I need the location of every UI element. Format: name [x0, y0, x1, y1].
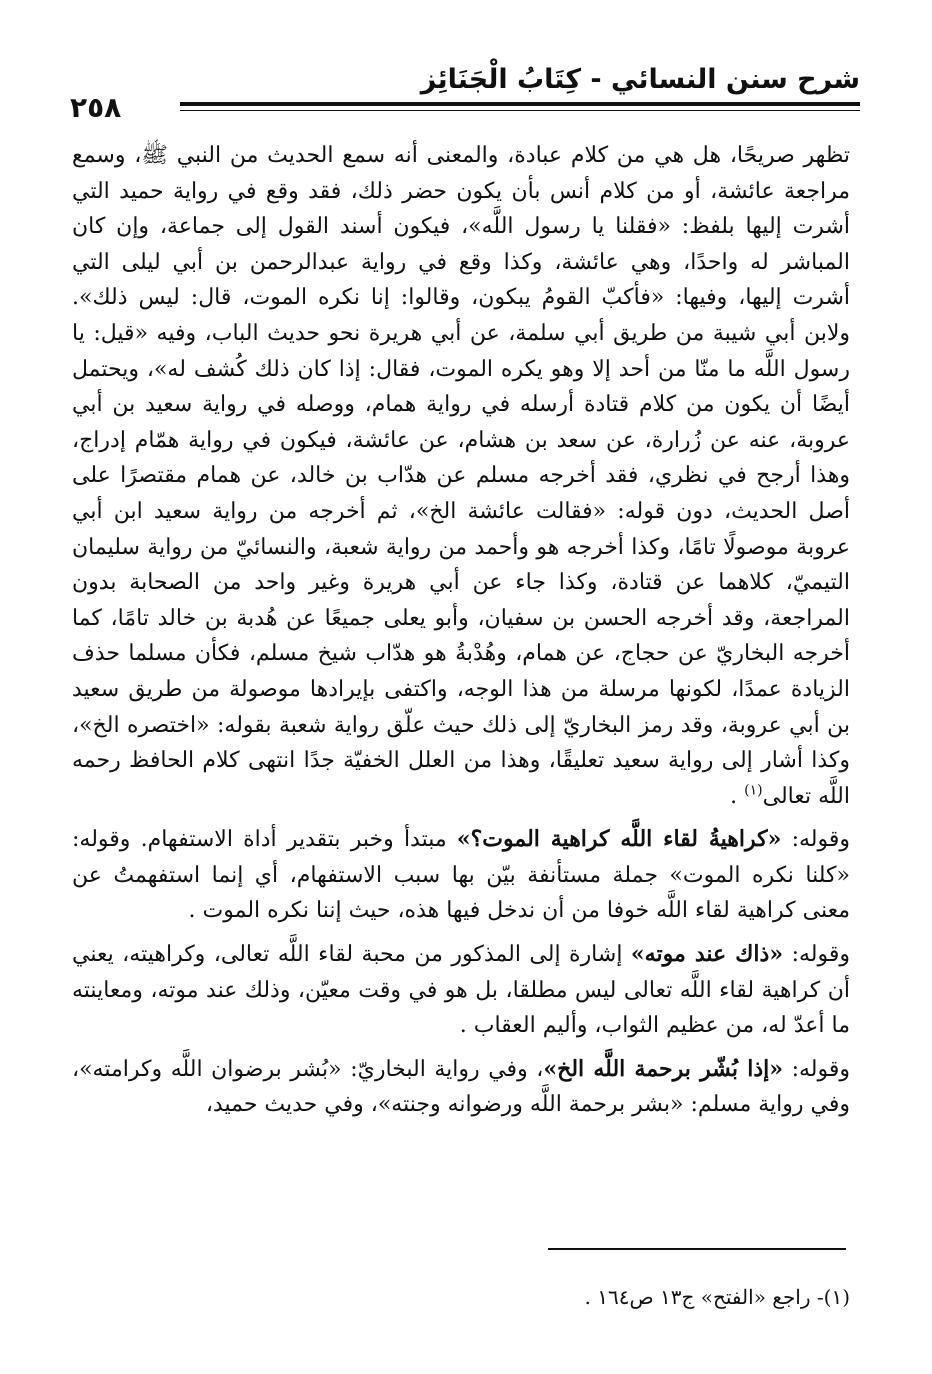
paragraph-2-lead: وقوله:	[781, 827, 850, 853]
footnote-separator	[548, 1248, 846, 1250]
paragraph-1	[72, 138, 850, 814]
paragraph-2	[72, 822, 850, 929]
paragraph-4-quote: «إذا بُشّر برحمة اللَّه الخ»	[543, 1055, 783, 1082]
paragraph-3	[72, 937, 850, 1044]
header-rule-thick	[180, 102, 860, 106]
paragraph-4-rest: ، وفي رواية البخاريّ: «بُشر برضوان اللَّه وكرامته»، وفي رواية مسلم: «بشر برحمة اللَّه ورضوانه وجنته»، وفي حديث حميد،	[72, 1056, 850, 1118]
paragraph-3-rest: إشارة إلى المذكور من محبة لقاء اللَّه تعالى، وكراهيته، يعني أن كراهية لقاء اللَّه تعالى ليس مطلقا، بل هو في وقت معيّن، وذلك عند موته، ومعاينته ما أعدّ له، من عظيم الثواب، وأليم العقاب .	[72, 942, 850, 1039]
paragraph-1-end: .	[730, 783, 745, 809]
header-rule-thin	[180, 110, 860, 111]
paragraph-2-quote: «كراهيةُ لقاء اللَّه كراهية الموت؟»	[456, 826, 782, 853]
paragraph-4-lead: وقوله:	[783, 1056, 850, 1082]
paragraph-3-quote: «ذاك عند موته»	[630, 941, 784, 968]
footnote-reference[interactable]: (١)	[744, 782, 763, 799]
page-number: ٢٥٨	[70, 91, 122, 124]
running-title: شرح سنن النسائي - كِتَابُ الْجَنَائِز	[420, 64, 860, 95]
paragraph-1-text: تظهر صريحًا، هل هي من كلام عبادة، والمعنى أنه سمع الحديث من النبي ﷺ، وسمع مراجعة عائشة، أو من كلام أنس بأن يكون حضر ذلك، فقد وقع في رواية حميد التي أشرت إليها بلفظ: «فقلنا يا رسول اللَّه»، فيكون أسند القول إلى جماعة، وإن كان المباشر له واحدًا، وهي عائشة، وكذا وقع في رواية عبدالرحمن بن أبي ليلى التي أشرت إليها، وفيها: «فأكبّ القومُ يبكون، وقالوا: إنا نكره الموت، قال: ليس ذلك». ولابن أبي شيبة من طريق أبي سلمة، عن أبي هريرة نحو حديث الباب، وفيه «قيل: يا رسول اللَّه ما منّا من أحد إلا وهو يكره الموت، فقال: إذا كان ذلك كُشف له»، ويحتمل أيضًا أن يكون من كلام قتادة أرسله في رواية همام، ووصله في رواية سعيد بن أبي عروبة، عنه عن زُرارة، عن سعد بن هشام، عن عائشة، فيكون في رواية همّام إدراج، وهذا أرجح في نظري، فقد أخرجه مسلم عن هدّاب بن خالد، عن همام مقتصرًا على أصل الحديث، دون قوله: «فقالت عائشة الخ»، ثم أخرجه من رواية سعيد ابن أبي عروبة موصولًا تامًا، وكذا أخرجه هو وأحمد من رواية شعبة، والنسائيّ من رواية سليمان التيميّ، كلاهما عن قتادة، وكذا جاء عن أبي هريرة وغير واحد من الصحابة بدون المراجعة، وقد أخرجه الحسن بن سفيان، وأبو يعلى جميعًا عن هُدبة بن خالد تامًا، كما أخرجه البخاريّ عن حجاج، عن همام، وهُدْبةُ هو هدّاب شيخ مسلم، فكأن مسلما حذف الزيادة عمدًا، لكونها مرسلة من هذا الوجه، واكتفى بإيرادها موصولة من طريق سعيد بن أبي عروبة، وقد رمز البخاريّ إلى ذلك حيث علّق رواية شعبة بقوله: «اختصره الخ»، وكذا أشار إلى رواية سعيد تعليقًا، وهذا من العلل الخفيّة جدًا انتهى كلام الحافظ رحمه اللَّه تعالى	[72, 143, 850, 809]
footnote: (١)- راجع «الفتح» ج١٣ ص١٦٤ .	[584, 1285, 850, 1309]
main-text	[72, 138, 850, 1123]
paragraph-4	[72, 1052, 850, 1123]
page-header	[70, 60, 860, 130]
paragraph-3-lead: وقوله:	[783, 942, 850, 968]
paragraph-2-rest: مبتدأ وخبر بتقدير أداة الاستفهام. وقوله: «كلنا نكره الموت» جملة مستأنفة بيّن بها سبب الاستفهام، أي إنما استفهمتُ عن معنى كراهية لقاء اللَّه خوفا من أن ندخل فيها هذه، حيث إننا نكره الموت .	[72, 827, 850, 924]
